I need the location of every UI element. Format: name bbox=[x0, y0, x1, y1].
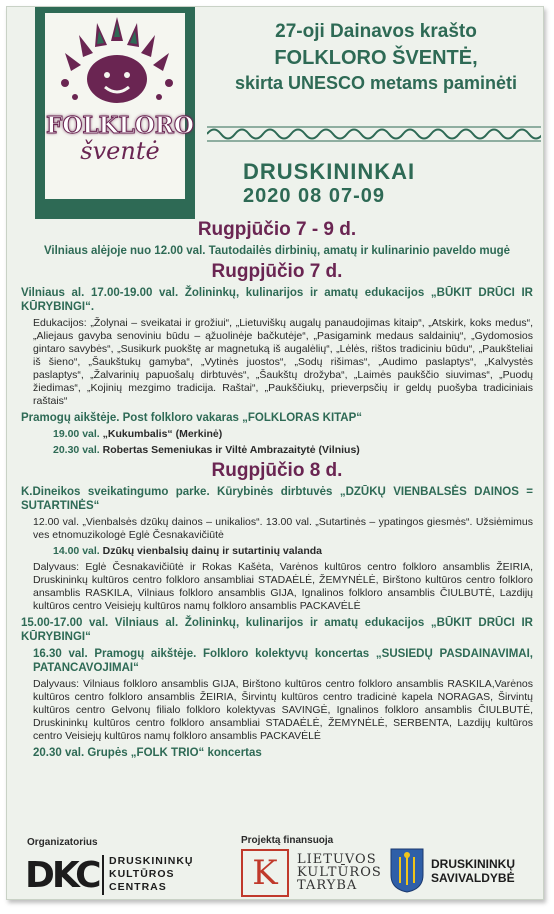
lkt-logo: K bbox=[241, 849, 289, 897]
sav-name-line: DRUSKININKŲ bbox=[431, 857, 515, 871]
city-name: DRUSKININKAI bbox=[243, 159, 416, 184]
dkc-name-line: CENTRAS bbox=[109, 881, 167, 893]
day8-final-concert: 20.30 val. Grupės „FOLK TRIO“ koncertas bbox=[33, 747, 262, 759]
ornament-divider bbox=[207, 125, 541, 143]
day8-workshops: 12.00 val. „Vienbalsės dzūkų dainos – unikalios“. 13.00 val. „Sutartinės – ypatingos giesmės“. Užsiėmimus ves etnomuzikologė Eglė Česnakavičiūtė bbox=[33, 516, 533, 541]
banner-tail bbox=[35, 199, 195, 219]
day8-participants-1: Dalyvaus: Eglė Česnakavičiūtė ir Rokas Kašėta, Varėnos kultūros centro folkloro ansamblis ŽEIRIA, Druskininkų kultūros centro folkloro ansambliai STADAĖLĖ, ŽEMYNĖLĖ, Birštono kultūros centro folkloro ansamblis RASKILA, Vilniaus folkloro ansamblis GIJA, Ignalinos folkloro ansamblis ČIULBUTĖ, Lazdijų kultūros centro Veisiejų kultūros namų folkloro ansamblis PACKAVĖLĖ bbox=[33, 561, 533, 612]
item-time: 19.00 val. bbox=[53, 428, 100, 440]
day7-intro: Vilniaus al. 17.00-19.00 val. Žolininkų, kulinarijos ir amatų edukacijos „BŪKIT DRŪCI IR KŪRYBINGI“. bbox=[21, 287, 533, 313]
poster bbox=[6, 6, 544, 900]
day7-item-1 bbox=[21, 428, 533, 441]
festival-title-line-3: skirta UNESCO metams paminėti bbox=[234, 73, 518, 93]
lkt-name-line: LIETUVOS bbox=[297, 852, 377, 867]
item-time: 14.00 val. bbox=[53, 545, 100, 557]
dkc-divider bbox=[102, 855, 104, 895]
event-dates: 2020 08 07-09 bbox=[243, 185, 386, 207]
dkc-logo: DKC bbox=[25, 855, 99, 896]
dkc-name bbox=[109, 855, 194, 894]
day-heading-7: Rugpjūčio 7 d. bbox=[211, 261, 343, 282]
sav-name-line: SAVIVALDYBĖ bbox=[431, 871, 515, 885]
day7-stage: Pramogų aikštėje. Post folkloro vakaras „FOLKLORAS KITAP“ bbox=[21, 412, 363, 424]
logo-script: šventė bbox=[80, 137, 160, 165]
day8-participants-2: Dalyvaus: Vilniaus folkloro ansamblis GIJA, Birštono kultūros centro folkloro ansamblis RASKILA,Varėnos kultūros centro folkloro ansamblis ŽEIRIA, Širvintų kultūros centro tradicinė kapela NORAGAS, Širvintų kultūros centro Gelvonų filialo folkloro kolektyvas SAVINGĖ, Ignalinos folkloro ansamblis ČIULBUTĖ, Druskininkų kultūros centro folkloro ansambliai STADAĖLĖ, ŽEMYNĖLĖ, SERBENTA, Lazdijų kultūros centro Veisiejų kultūros namų folkloro ansamblis PACKAVĖLĖ bbox=[33, 678, 533, 742]
municipality-name bbox=[431, 857, 515, 885]
day-heading-7-9: Rugpjūčio 7 - 9 d. bbox=[197, 219, 357, 240]
lkt-name bbox=[297, 853, 382, 892]
item-time: 20.30 val. bbox=[53, 444, 100, 456]
program-content bbox=[21, 217, 533, 763]
day8-intro: K.Dineikos sveikatingumo parke. Kūrybinės dirbtuvės „DZŪKŲ VIENBALSĖS DAINOS = SUTARTINĖS“ bbox=[21, 486, 533, 512]
logo-title: FOLKLORO bbox=[46, 112, 194, 139]
day8-education: 15.00-17.00 val. Vilniaus al. Žolininkų, kulinarijos ir amatų edukacijos „BŪKIT DRŪCI IR KŪRYBINGI“ bbox=[21, 617, 533, 643]
item-text: „Kukumbalis“ (Merkinė) bbox=[102, 428, 223, 440]
municipality-crest-icon bbox=[389, 847, 425, 893]
lkt-name-line: TARYBA bbox=[297, 878, 358, 893]
funded-label: Projektą finansuoja bbox=[241, 835, 334, 846]
festival-title-line-1: 27-oji Dainavos krašto bbox=[275, 21, 477, 42]
dkc-name-line: DRUSKININKŲ bbox=[109, 855, 194, 867]
fair-info: Vilniaus alėjoje nuo 12.00 val. Tautodailės dirbinių, amatų ir kulinarinio paveldo mugė bbox=[43, 245, 511, 257]
day8-hour bbox=[21, 545, 533, 558]
item-text: Dzūkų vienbalsių dainų ir sutartinių valanda bbox=[102, 545, 323, 557]
day8-concert: 16.30 val. Pramogų aikštėje. Folkloro kolektyvų koncertas „SUSIEDŲ PASDAINAVIMAI, PATANCAVOJIMAI“ bbox=[33, 648, 533, 674]
day7-item-2 bbox=[21, 444, 533, 457]
lkt-name-line: KULTŪROS bbox=[297, 865, 382, 880]
day7-workshops: Edukacijos: „Žolynai – sveikatai ir grožiui“, „Lietuviškų augalų panaudojimas kitaip“, „Atskirk, koks medus“, „Aliejaus gavyba senoviniu būdu – ąžuolinėje bačkutėje“, „Pasigamink medaus saldainių“, „Gydomosios gintaro savybės“, „Susikurk puokštę ar magnetuką iš augalėlių“, „Lėlės, rištos tradiciniu būdu“, „Paukšteliai iš šieno“, „Šaukštukų gamyba“, „Vytinės juostos“, „Sodų rišimas“, „Audimo paslaptys“, „Kalvystės paslaptys“, „Žalvarinių papuošalų dirbtuvės“, „Šaukštų drožyba“, „Laimės paukščio siuvimas“, „Puodų žiedimas“, „Kojinių mezgimo tradicija. Raštai“, „Paukščiukų, prieverpsčių ir geldų puošyba tradiciniais raštais“ bbox=[33, 317, 533, 407]
folk-figure-icon bbox=[47, 13, 187, 113]
day-heading-8: Rugpjūčio 8 d. bbox=[211, 460, 343, 481]
organizer-label: Organizatorius bbox=[27, 837, 98, 848]
festival-title-line-2: FOLKLORO ŠVENTĖ, bbox=[274, 47, 478, 69]
footer bbox=[7, 835, 543, 899]
dkc-name-line: KULTŪROS bbox=[109, 868, 175, 880]
item-text: Robertas Semeniukas ir Viltė Ambrazaitytė (Vilnius) bbox=[102, 444, 360, 456]
